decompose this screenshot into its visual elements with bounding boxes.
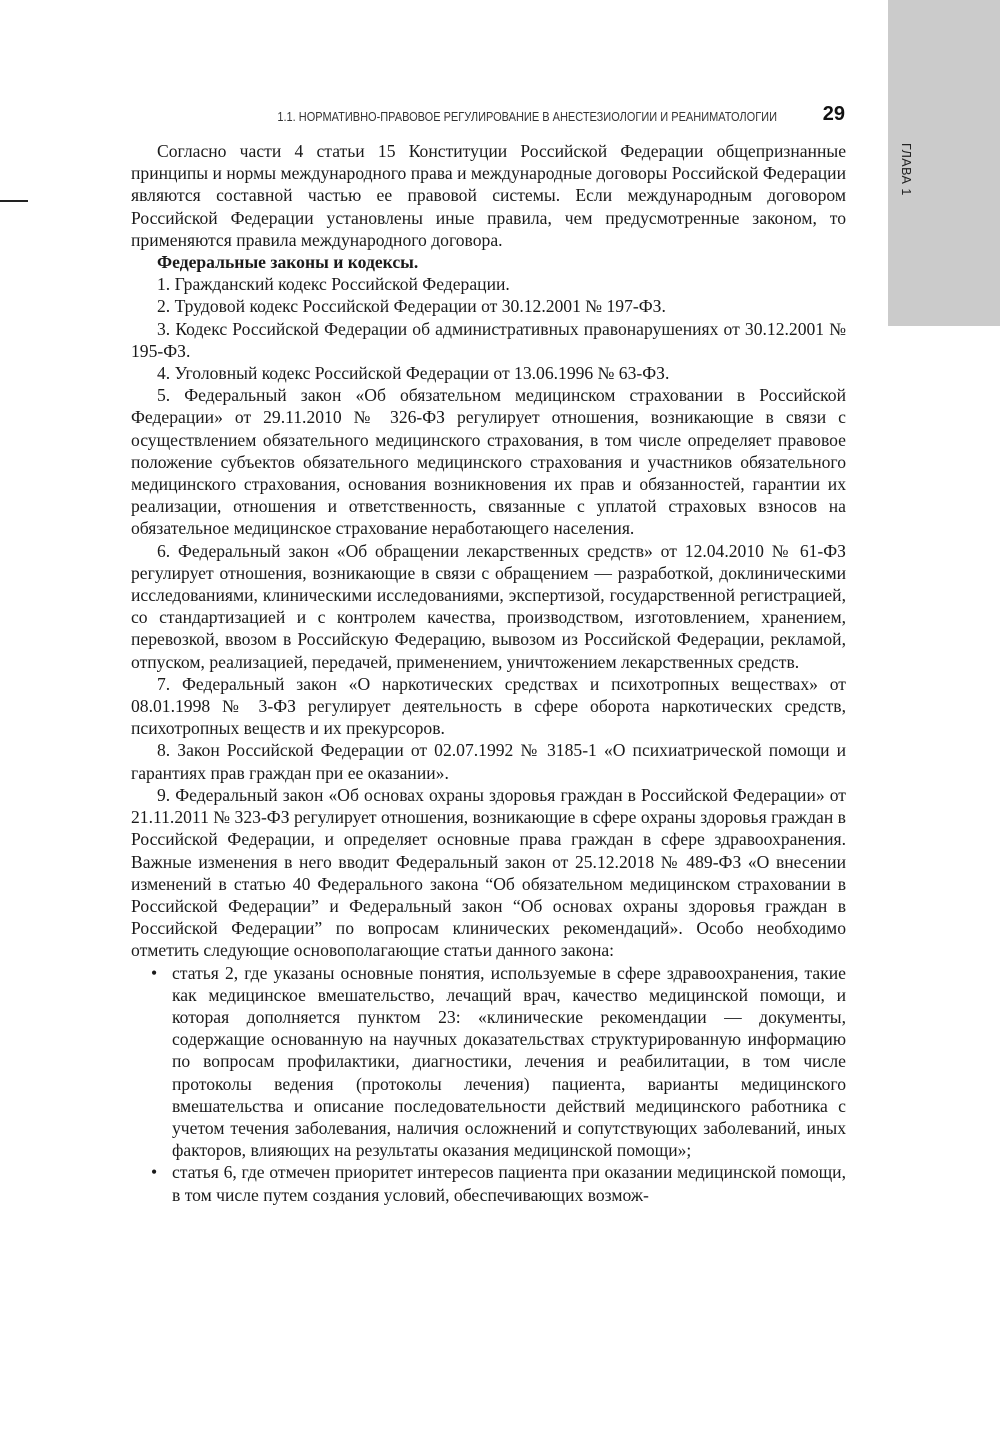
running-head [0, 103, 845, 133]
law-item-8: 8. Закон Российской Федерации от 02.07.1992 № 3185-1 «О психиатрической помощи и гарантиях прав граждан при ее оказании». [131, 740, 846, 783]
bullet-text: статья 6, где отмечен приоритет интересов пациента при оказании медицинской помощи, в том числе путем создания условий, обеспечивающих возмож- [172, 1162, 846, 1205]
running-head-title: 1.1. НОРМАТИВНО-ПРАВОВОЕ РЕГУЛИРОВАНИЕ В АНЕСТЕЗИОЛОГИИ И РЕАНИМАТОЛОГИИ [277, 109, 777, 124]
section-heading: Федеральные законы и кодексы. [157, 252, 419, 273]
margin-rule [0, 200, 28, 202]
bullet-item-article-2 [151, 962, 846, 1162]
law-item-5: 5. Федеральный закон «Об обязательном медицинском страховании в Российской Федерации» от 29.11.2010 № 326-ФЗ регулирует отношения, возникающие в связи с осуществлением обязательного медицинского страхования, в том числе определяет правовое положение субъектов обязательного медицинского страхования и участников обязательного медицинского страхования, основания возникновения их прав и обязанностей, гарантии их реализации, отношения и ответственность, связанные с уплатой страховых взносов на обязательное медицинское страхование неработающего населения. [131, 385, 846, 539]
law-item-7: 7. Федеральный закон «О наркотических средствах и психотропных веществах» от 08.01.1998 № 3-ФЗ регулирует деятельность в сфере оборота наркотических средств, психотропных веществ и их прекурсоров. [131, 673, 846, 739]
bullet-text: статья 2, где указаны основные понятия, используемые в сфере здравоохранения, такие как медицинское вмешательство, лечащий врач, качество медицинской помощи, и которая дополняется пунктом 23: «клинические рекомендации — документы, содержащие основанную на научных доказательствах структурированную информацию по вопросам профилактики, диагностики, лечения и реабилитации, в том числе протоколы ведения (протоколы лечения) пациента, варианты медицинского вмешательства и описание последовательности действий медицинского работника с учетом течения заболевания, наличия осложнений и сопутствующих заболеваний, иных факторов, влияющих на результаты оказания медицинской помощи»; [172, 962, 846, 1161]
law-item-9: 9. Федеральный закон «Об основах охраны здоровья граждан в Российской Федерации» от 21.11.2011 № 323-ФЗ регулирует отношения, возникающие в сфере охраны здоровья граждан в Российской Федерации, и определяет основные права граждан в сфере здравоохранения. Важные изменения в него вводит Федеральный закон от 25.12.2018 № 489-ФЗ «О внесении изменений в статью 40 Федерального закона “Об обязательном медицинском страховании в Российской Федерации” и Федеральный закон “Об основах охраны здоровья граждан в Российской Федерации” по вопросам клинических рекомендаций». Особо необходимо отметить следующие основополагающие статьи данного закона: [131, 784, 846, 961]
law-item-6: 6. Федеральный закон «Об обращении лекарственных средств» от 12.04.2010 № 61-ФЗ регулирует отношения, возникающие в связи с обращением — разработкой, доклиническими исследованиями, клиническими исследованиями, экспертизой, государственной регистрацией, со стандартизацией и с контролем качества, производством, изготовлением, хранением, перевозкой, ввозом в Российскую Федерацию, вывозом из Российской Федерации, рекламой, отпуском, реализацией, передачей, применением, уничтожением лекарственных средств. [131, 540, 846, 672]
law-item-3: 3. Кодекс Российской Федерации об административных правонарушениях от 30.12.2001 № 195-ФЗ. [131, 318, 846, 361]
bullet-item-article-6 [151, 1161, 846, 1205]
bullet-marker: • [151, 1162, 158, 1183]
article-bullet-list [131, 962, 846, 1206]
law-item-2: 2. Трудовой кодекс Российской Федерации от 30.12.2001 № 197-ФЗ. [157, 296, 666, 317]
law-item-4: 4. Уголовный кодекс Российской Федерации от 13.06.1996 № 63-ФЗ. [157, 363, 670, 384]
chapter-tab-label: ГЛАВА 1 [899, 143, 913, 196]
law-item-1: 1. Гражданский кодекс Российской Федерации. [157, 274, 510, 295]
bullet-marker: • [151, 962, 158, 983]
intro-paragraph: Согласно части 4 статьи 15 Конституции Российской Федерации общепризнанные принципы и нормы международного права и международные договоры Российской Федерации являются составной частью ее правовой системы. Если международным договором Российской Федерации установлены иные правила, чем предусмотренные законом, то применяются правила международного договора. [131, 141, 846, 250]
page-number: 29 [822, 103, 845, 125]
page-body [131, 140, 846, 1206]
